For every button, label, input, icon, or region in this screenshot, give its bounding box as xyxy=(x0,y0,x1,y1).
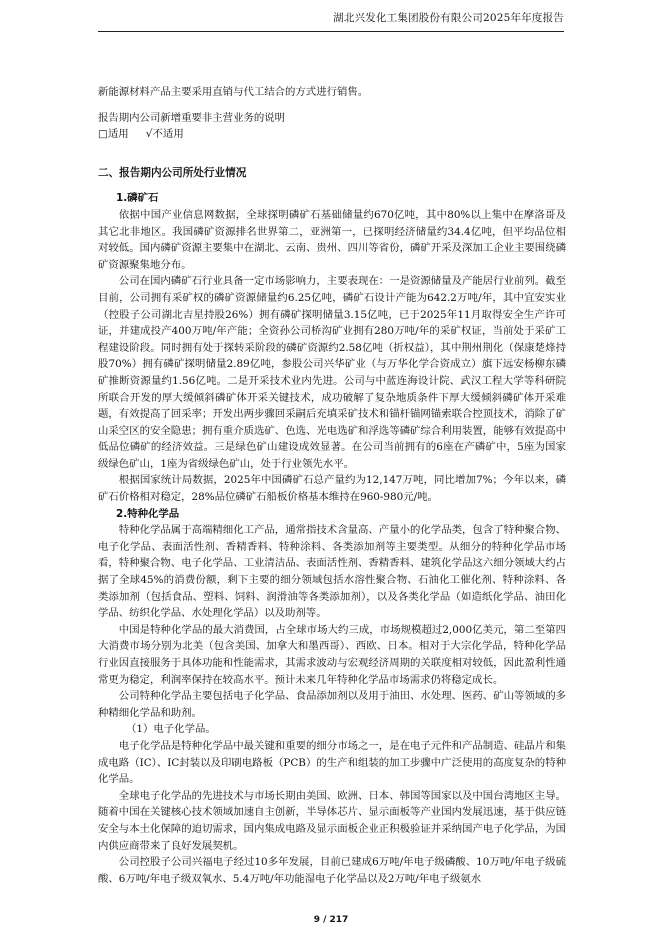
page-header xyxy=(98,10,564,32)
specialty-heading: 2.特种化学品 xyxy=(116,507,180,520)
phosphate-paragraph-1: 依据中国产业信息网数据，全球探明磷矿石基础储量约670亿吨，其中80%以上集中在摩洛哥及其它北非地区。我国磷矿资源排名世界第二，亚洲第一，已探明经济储量约34.4亿吨，但平均品位相对较低。国内磷矿资源主要集中在湖北、云南、贵州、四川等省份，磷矿开采及深加工企业主要围绕磷矿资源聚集地分布。 xyxy=(98,208,566,271)
report-title: 湖北兴发化工集团股份有限公司2025年年度报告 xyxy=(333,12,564,24)
specialty-paragraph-2: 中国是特种化学品的最大消费国，占全球市场大约三成，市场规模超过2,000亿美元，第二至第四大消费市场分别为北美（包含美国、加拿大和墨西哥）、西欧、日本。相对于大宗化学品，特种化学品行业因直接服务于具体功能和性能需求，其需求波动与宏观经济周期的关联度相对较低，因此盈利性通常更为稳定，利润率保持在较高水平。预计未来几年特种化学品市场需求仍将稳定成长。 xyxy=(98,623,566,686)
specialty-paragraph-4: 电子化学品是特种化学品中最关键和重要的细分市场之一，是在电子元件和产品制造、硅晶片和集成电路（IC）、IC封装以及印刷电路板（PCB）的生产和组装的加工步骤中广泛使用的高度复杂的特种化学品。 xyxy=(98,739,566,786)
specialty-paragraph-5: 全球电子化学品的先进技术与市场长期由美国、欧洲、日本、韩国等国家以及中国台湾地区主导。随着中国在关键核心技术领域加速自主创新，半导体芯片、显示面板等产业国内发展迅速，基于供应链安全与本土化保障的迫切需求，国内集成电路及显示面板企业正积极验证并采纳国产电子化学品，为国内供应商带来了良好发展契机。 xyxy=(98,789,566,852)
phosphate-paragraph-2: 公司在国内磷矿石行业具备一定市场影响力，主要表现在：一是资源储量及产能居行业前列。截至目前，公司拥有采矿权的磷矿资源储量约6.25亿吨，磷矿石设计产能为642.2万吨/年，其中宜安实业（控股子公司湖北吉星持股26%）拥有磷矿探明储量3.15亿吨，已于2025年11月取得安全生产许可证，并建成投产400万吨/年产能；全资孙公司桥沟矿业拥有280万吨/年的采矿权证，当前处于采矿工程建设阶段。同时拥有处于探转采阶段的磷矿资源约2.58亿吨（折权益），其中荆州荆化（保康楚烽持股70%）拥有磷矿探明储量2.89亿吨，参股公司兴华矿业（与万华化学合资成立）旗下远安杨柳东磷矿推断资源量约1.56亿吨。二是开采技术业内先进。公司与中蓝连海设计院、武汉工程大学等科研院所联合开发的厚大缓倾斜磷矿体开采关键技术，成功破解了复杂地质条件下厚大缓倾斜磷矿体开采难题，有效提高了回采率；开发出两步骤回采嗣后充填采矿技术和锚杆锚网锚索联合控顶技术，消除了矿山采空区的安全隐患；拥有重介质选矿、色选、光电选矿和浮选等磷矿综合利用装置，能够有效提高中低品位磷矿的经济效益。三是绿色矿山建设成效显著。在公司当前拥有的6座在产磷矿中，5座为国家级绿色矿山，1座为省级绿色矿山，处于行业领先水平。 xyxy=(98,275,566,470)
specialty-paragraph-1: 特种化学品属于高端精细化工产品，通常指技术含量高、产量小的化学品类，包含了特种聚合物、电子化学品、表面活性剂、香精香料、特种涂料、各类添加剂等主要类型。从细分的特种化学品市场看，特种聚合物、电子化学品、工业清洁品、表面活性剂、香精香料、建筑化学品这六细分领域大约占据了全球45%的消费份额，剩下主要的细分领域包括水溶性聚合物、石油化工催化剂、特种涂料、各类添加剂（包括食品、塑料、饲料、润滑油等各类添加剂），以及各类化学品（如造纸化学品、油田化学品、纺织化学品、水处理化学品）以及助剂等。 xyxy=(98,524,566,620)
document-body xyxy=(98,84,566,887)
section-heading: 二、报告期内公司所处行业情况 xyxy=(98,166,247,179)
phosphate-paragraph-3: 根据国家统计局数据，2025年中国磷矿石总产量约为12,147万吨，同比增加7%；今年以来，磷矿石价格相对稳定，28%品位磷矿石船板价格基本维持在960-980元/吨。 xyxy=(98,474,566,504)
new-business-label: 报告期内公司新增重要非主营业务的说明 xyxy=(98,111,286,124)
option-applicable: □适用 xyxy=(98,128,129,141)
applicability-options xyxy=(98,126,566,143)
page-number: 9 / 217 xyxy=(313,915,349,925)
specialty-paragraph-6: 公司控股子公司兴福电子经过10多年发展，目前已建成6万吨/年电子级磷酸、10万吨/年电子级硫酸、6万吨/年电子级双氧水、5.4万吨/年功能湿电子化学品以及2万吨/年电子级氨水 xyxy=(98,856,566,885)
phosphate-heading: 1.磷矿石 xyxy=(116,192,159,205)
electronic-chemicals-subheading: （1）电子化学品。 xyxy=(126,723,216,736)
intro-paragraph: 新能源材料产品主要采用直销与代工结合的方式进行销售。 xyxy=(98,86,369,98)
specialty-paragraph-3: 公司特种化学品主要包括电子化学品、食品添加剂以及用于油田、水处理、医药、矿山等领域的多种精细化学品和助剂。 xyxy=(98,690,566,719)
option-not-applicable: √不适用 xyxy=(145,128,184,141)
